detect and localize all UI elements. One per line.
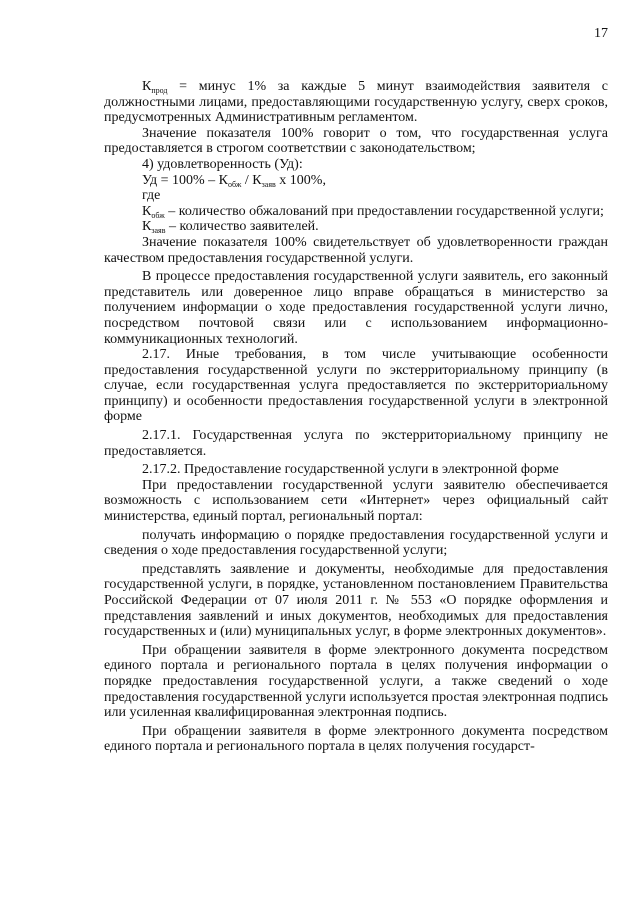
paragraph-text: = минус 1% за каждые 5 минут взаимодействия заявителя с должностными лицами, предоставляющими государственную услугу, сверх сроков, предусмотренных Административным регламентом. [104, 79, 608, 126]
satisfaction-formula: Уд = $100\% - К_{обж} / К_{заяв}$ x 100%, [142, 172, 326, 189]
symbol-k: К [142, 79, 152, 94]
paragraph: При обращении заявителя в форме электронного документа посредством единого портала и регионального портала в целях получения государст- [104, 723, 608, 755]
paragraph: В процессе предоставления государственной услуги заявитель, его законный представитель или доверенное лицо вправе обращаться в министерство за получением информации о ходе предоставления государственной услуги лично, посредством почтовой связи или с использованием информационно-коммуникационных технологий. [104, 269, 608, 347]
section-heading-2-17: 2.17. Иные требования, в том числе учитывающие особенности предоставления государственной услуги по экстерриториальному принципу (в случае, если государственная услуга предоставляется по экстерриториальному принципу) и особенности предоставления государственной услуги в электронной форме [104, 347, 608, 425]
clause-2-17-2: 2.17.2. Предоставление государственной услуги в электронной форме [142, 462, 559, 478]
formula-where: где [142, 188, 161, 204]
definition-kzayav: $К_{заяв}$ – количество заявителей. [142, 219, 319, 236]
document-body [104, 79, 608, 755]
definition-kobzh: $К_{обж}$ – количество обжалований при предоставлении государственной услуги; [142, 203, 604, 220]
paragraph: При предоставлении государственной услуги заявителю обеспечивается возможность с использованием сети «Интернет» через официальный сайт министерства, единый портал, региональный портал: [104, 477, 608, 525]
list-item: представлять заявление и документы, необходимые для предоставления государственной услуги, в порядке, установленном постановлением Правительства Российской Федерации от 07 июля 2011 г. № 553 «О порядке оформления и представления заявлений и иных документов, необходимых для предоставления государственных и (или) муниципальных услуг, в форме электронных документов». [104, 561, 608, 640]
paragraph: Значение показателя 100% говорит о том, что государственная услуга предоставляется в строгом соответствии с законодательством; [104, 125, 608, 157]
list-item: получать информацию о порядке предоставления государственной услуги и сведения о ходе предоставления государственной услуги; [104, 527, 608, 559]
paragraph: При обращении заявителя в форме электронного документа посредством единого портала и регионального портала в целях получения информации о порядке предоставления государственной услуги, а также сведений о ходе предоставления государственной услуги используется простая электронная подпись или усиленная квалифицированная электронная подпись. [104, 642, 608, 721]
page-number: 17 [594, 26, 608, 41]
satisfaction-heading: 4) удовлетворенность (Уд): [142, 156, 303, 172]
paragraph: Значение показателя 100% свидетельствует об удовлетворенности граждан качеством предоставления государственной услуги. [104, 234, 608, 266]
indicator-kprod-paragraph [104, 79, 608, 126]
subscript-prod: прод [151, 86, 168, 95]
clause-2-17-1: 2.17.1. Государственная услуга по экстерриториальному принципу не предоставляется. [104, 428, 608, 459]
